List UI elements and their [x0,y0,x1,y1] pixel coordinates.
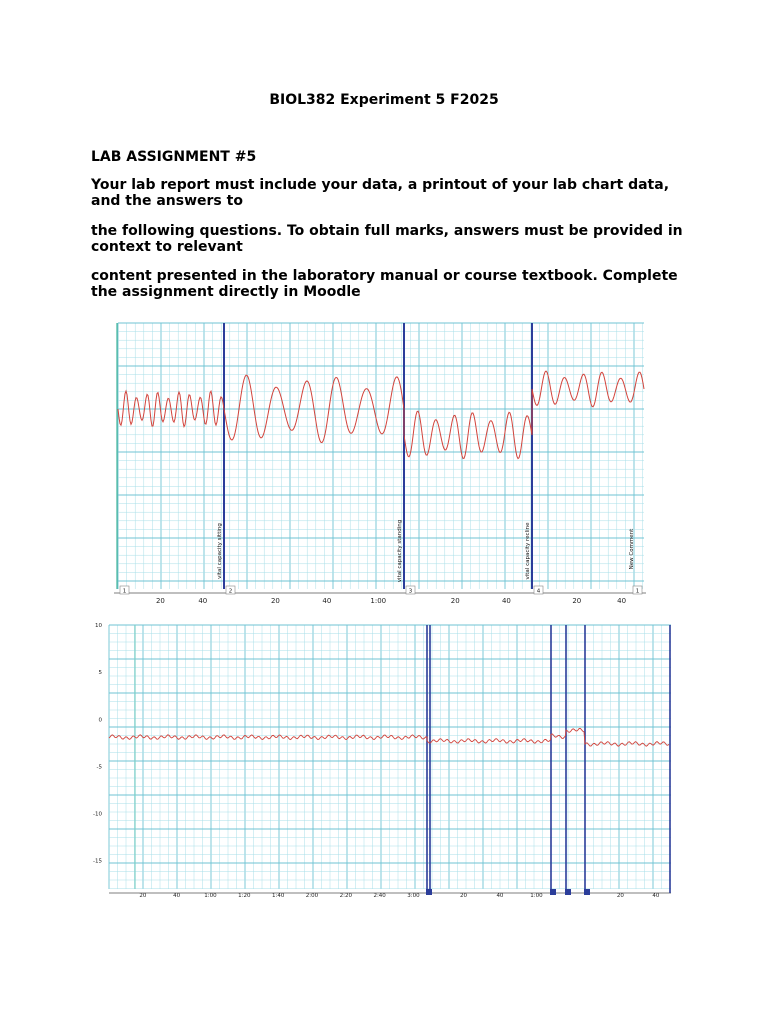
marker-number: 2 [228,588,233,595]
document-title: BIOL382 Experiment 5 F2025 [269,92,499,108]
x-tick-label: 1:40 [271,893,285,899]
x-tick-label: 1:00 [204,893,217,899]
lung-volume-chart-2 [93,621,673,903]
x-tick-label: 40 [496,893,504,899]
paragraph-1: Your lab report must include your data, a printout of your lab chart data, and the answers to [91,177,670,209]
paragraph-2: the following questions. To obtain full marks, answers must be provided in context to relevant [91,223,683,255]
lung-volume-chart-1 [114,321,646,605]
y-tick-label: -15 [93,858,102,865]
x-tick-label: 40 [652,893,660,899]
y-tick-label: -10 [93,811,102,818]
marker-box [426,889,432,895]
x-tick-label: 2:00 [305,893,319,899]
x-tick-label: 40 [617,597,627,605]
marker-number: 4 [536,588,541,595]
x-tick-label: 20 [270,597,280,605]
x-tick-label: 40 [173,893,181,899]
marker-number: 3 [408,588,413,595]
end-marker-number: 1 [635,588,640,595]
y-tick-label: -5 [96,764,102,771]
end-comment-label: New Comment [629,528,635,570]
x-tick-label: 20 [572,597,582,605]
x-tick-label: 20 [459,893,467,899]
x-tick-label: 1:20 [238,893,251,899]
comment-label: vital capacity recline [525,522,531,580]
x-tick-label: 20 [139,893,147,899]
x-tick-label: 1:00 [370,597,387,605]
x-tick-label: 40 [322,597,332,605]
x-tick-label: 20 [450,597,460,605]
x-tick-label: 20 [616,893,624,899]
marker-box [565,889,571,895]
x-tick-label: 3:00 [407,893,420,899]
x-tick-label: 20 [155,597,165,605]
marker-number: 1 [122,588,127,595]
x-tick-label: 40 [501,597,511,605]
comment-label: vital capacity standing [397,519,403,583]
marker-box [584,889,590,895]
x-tick-label: 40 [198,597,208,605]
x-tick-label: 1:00 [530,893,543,899]
y-tick-label: 0 [98,717,102,724]
y-tick-label: 5 [98,670,102,677]
chart-background [114,321,646,605]
assignment-heading: LAB ASSIGNMENT #5 [91,149,257,165]
x-tick-label: 2:20 [339,893,352,899]
x-tick-label: 2:40 [373,893,386,899]
comment-label: vital capacity sitting [217,523,223,579]
marker-box [550,889,556,895]
chart-background [93,621,673,903]
paragraph-3: content presented in the laboratory manual or course textbook. Complete the assignment directly in Moodle [91,268,678,300]
y-tick-label: 10 [95,623,102,629]
